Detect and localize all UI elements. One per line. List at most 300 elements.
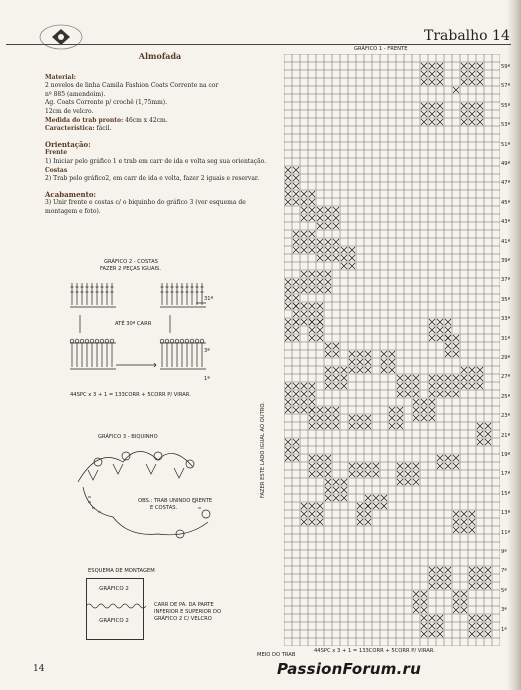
stitch-cross [469,383,475,389]
chain-stitch [185,339,189,343]
stitch-cross [437,327,443,333]
stitch-cross [285,167,291,173]
row-label: 47ª [501,180,511,187]
stitch-cross [325,239,331,245]
stitch-cross [485,623,491,629]
stitch-cross [437,575,443,581]
stitch-cross [421,103,427,109]
row-label: 35ª [501,296,511,303]
stitch-cross [477,119,483,125]
stitch-cross [317,207,323,213]
stitch-cross [325,215,331,221]
stitch-cross [333,367,339,373]
stitch-cross [317,519,323,525]
instructions [45,52,275,217]
stitch-cross [413,463,419,469]
stitch-cross [285,391,291,397]
stitch-cross [317,319,323,325]
stitch-cross [413,415,419,421]
stitch-cross [293,391,299,397]
stitch-cross [405,375,411,381]
stitch-cross [445,375,451,381]
stitch-cross [413,391,419,397]
stitch-cross [301,511,307,517]
stitch-cross [309,199,315,205]
stitch-cross [437,623,443,629]
graf2-subtitle: FAZER 2 PEÇAS IGUAIS. [100,266,161,272]
stitch-cross [325,255,331,261]
stitch-cross [325,271,331,277]
stitch-cross [325,495,331,501]
stitch-cross [309,271,315,277]
stitch-cross [485,567,491,573]
chain-stitch [95,339,99,343]
stitch-cross [365,511,371,517]
material-line: 12cm de velcro. [45,107,94,115]
stitch-cross [405,479,411,485]
stitch-cross [309,327,315,333]
stitch-cross [469,583,475,589]
stitch-cross [461,511,467,517]
stitch-cross [309,303,315,309]
stitch-cross [421,119,427,125]
page-title: Trabalho 14 [424,28,510,44]
stitch-cross [301,383,307,389]
graf1-side-label: FAZER ESTE LADO IGUAL AO OUTRO. [260,402,266,498]
chain-stitch [165,339,169,343]
stitch-cross [325,367,331,373]
stitch-cross [437,319,443,325]
esquema-title: ESQUEMA DE MONTAGEM [88,568,155,574]
stitch-cross [397,383,403,389]
chain-stitch [100,339,104,343]
stitch-cross [325,423,331,429]
stitch-cross [341,487,347,493]
stitch-cross [453,519,459,525]
stitch-cross [453,463,459,469]
stitch-cross [365,495,371,501]
stitch-cross [397,375,403,381]
stitch-cross [421,79,427,85]
stitch-cross [325,479,331,485]
stitch-cross [325,279,331,285]
stitch-cross [453,375,459,381]
stitch-cross [469,79,475,85]
stitch-cross [413,399,419,405]
stitch-cross [453,591,459,597]
stitch-cross [437,463,443,469]
stitch-cross [293,447,299,453]
stitch-cross [349,463,355,469]
stitch-cross [461,103,467,109]
stitch-cross [429,319,435,325]
stitch-cross [317,407,323,413]
stitch-cross [309,279,315,285]
row-label: 51ª [501,141,511,148]
stitch-cross [485,431,491,437]
stitch-cross [333,495,339,501]
stitch-cross [429,335,435,341]
stitch-cross [341,495,347,501]
stitch-cross [325,247,331,253]
stitch-cross [341,263,347,269]
stitch-cross [421,607,427,613]
stitch-cross [429,79,435,85]
stitch-cross [445,463,451,469]
stitch-cross [357,367,363,373]
row-label: 1ª [501,626,507,633]
stitch-cross [285,319,291,325]
stitch-cross [477,103,483,109]
stitch-cross [477,71,483,77]
row-label: 29ª [501,355,511,361]
stitch-cross [437,103,443,109]
stitch-cross [301,399,307,405]
stitch-cross [301,271,307,277]
stitch-cross [317,255,323,261]
stitch-cross [341,479,347,485]
stitch-cross [469,575,475,581]
chain-stitch [75,339,79,343]
stitch-cross [421,599,427,605]
stitch-cross [317,215,323,221]
stitch-cross [365,471,371,477]
stitch-cross [301,319,307,325]
graf3-obs: OBS.: TRAB UNINDO FRENTE [138,498,213,504]
stitch-cross [413,407,419,413]
stitch-cross [469,103,475,109]
chain-stitch [105,339,109,343]
stitch-cross [461,375,467,381]
stitch-cross [437,383,443,389]
stitch-cross [333,239,339,245]
stitch-cross [453,599,459,605]
stitch-cross [317,471,323,477]
stitch-cross [397,471,403,477]
stitch-cross [293,399,299,405]
stitch-cross [469,375,475,381]
stitch-cross [445,319,451,325]
stitch-cross [325,415,331,421]
stitch-cross [477,367,483,373]
esquema-note1: CARR DE PA. DA PARTE [154,602,214,608]
stitch-cross [317,415,323,421]
stitch-cross [389,367,395,373]
stitch-cross [293,175,299,181]
stitch-cross [469,631,475,637]
stitch-cross [365,415,371,421]
stitch-cross [301,239,307,245]
stitch-cross [469,367,475,373]
row-label: 57ª [501,83,511,90]
chain-stitch [180,339,184,343]
stitch-cross [437,375,443,381]
stitch-cross [413,599,419,605]
stitch-cross [485,423,491,429]
row-label: 49ª [501,161,511,167]
stitch-cross [317,503,323,509]
material-line: Ag. Coats Corrente p/ crochê (1,75mm). [45,99,168,107]
stitch-cross [485,583,491,589]
stitch-cross [469,615,475,621]
stitch-cross [445,327,451,333]
stitch-cross [365,351,371,357]
stitch-cross [309,471,315,477]
stitch-cross [461,63,467,69]
stitch-cross [477,583,483,589]
stitch-cross [437,335,443,341]
stitch-cross [469,71,475,77]
stitch-cross [461,527,467,533]
graf3-title: GRÁFICO 3 - BIQUINHO [98,434,158,440]
stitch-cross [309,415,315,421]
stitch-cross [325,463,331,469]
stitch-cross [293,455,299,461]
stitch-cross [333,479,339,485]
graf3-diagram [68,442,228,542]
stitch-cross [309,503,315,509]
esquema-note3: GRÁFICO 2 C/ VELCRO [154,616,212,622]
stitch-cross [477,439,483,445]
stitch-cross [325,407,331,413]
stitch-cross [341,383,347,389]
stitch-cross [437,615,443,621]
stitch-cross [421,415,427,421]
stitch-cross [357,423,363,429]
stitch-cross [325,455,331,461]
stitch-cross [285,399,291,405]
stitch-cross [293,319,299,325]
stitch-cross [429,375,435,381]
stitch-cross [293,231,299,237]
stitch-cross [341,247,347,253]
stitch-cross [381,503,387,509]
stitch-cross [469,567,475,573]
stitch-cross [293,311,299,317]
stitch-cross [325,287,331,293]
stitch-cross [381,351,387,357]
stitch-cross [365,423,371,429]
stitch-cross [453,511,459,517]
stitch-cross [309,455,315,461]
stitch-cross [381,359,387,365]
row-label: 21ª [501,432,511,439]
stitch-cross [437,119,443,125]
stitch-cross [333,415,339,421]
stitch-cross [325,375,331,381]
stitch-cross [309,287,315,293]
stitch-cross [429,415,435,421]
char-line [45,125,275,134]
row-label: 59ª [501,64,511,70]
stitch-cross [461,591,467,597]
chain-stitch [195,339,199,343]
stitch-cross [437,79,443,85]
stitch-cross [413,375,419,381]
stitch-cross [309,215,315,221]
stitch-cross [437,583,443,589]
stitch-cross [285,295,291,301]
stitch-cross [437,71,443,77]
stitch-cross [333,207,339,213]
stitch-cross [333,407,339,413]
stitch-cross [461,111,467,117]
row-label: 19ª [501,452,511,458]
stitch-cross [333,351,339,357]
stitch-cross [421,615,427,621]
char-value: fácil. [94,125,112,133]
stitch-cross [341,367,347,373]
grid-svg [284,54,500,646]
stitch-cross [293,295,299,301]
stitch-cross [413,607,419,613]
stitch-cross [333,215,339,221]
stitch-cross [293,287,299,293]
stitch-cross [309,423,315,429]
stitch-cross [285,183,291,189]
stitch-cross [397,479,403,485]
graf2-row3: 3ª [204,348,210,354]
chain-stitch [110,339,114,343]
row-label: 17ª [501,471,511,478]
stitch-cross [445,391,451,397]
stitch-cross [317,247,323,253]
graf1-bottom-left: MEIO DO TRAB [257,652,296,658]
stitch-cross [429,327,435,333]
stitch-cross [389,407,395,413]
stitch-cross [317,239,323,245]
stitch-cross [461,607,467,613]
graf2-footer: 44SPC x 3 + 1 = 133CORR + 5CORR P/ VIRAR. [70,392,191,398]
stitch-cross [333,343,339,349]
frente-text: 1) Iniciar pelo gráfico 1 e trab em carr de ida e volta seg sua orientação. [45,157,267,165]
row-label: 37ª [501,277,511,284]
stitch-cross [477,567,483,573]
row-label: 27ª [501,374,511,381]
stitch-cross [389,415,395,421]
stitch-cross [301,279,307,285]
stitch-cross [469,119,475,125]
stitch-cross [413,479,419,485]
stitch-cross [429,383,435,389]
stitch-cross [317,279,323,285]
stitch-cross [437,63,443,69]
stitch-cross [349,247,355,253]
stitch-cross [285,191,291,197]
stitch-cross [397,423,403,429]
stitch-cross [453,383,459,389]
stitch-cross [301,391,307,397]
stitch-cross [421,399,427,405]
measure-value: 46cm x 42cm. [123,116,168,124]
stitch-cross [373,495,379,501]
stitch-cross [325,343,331,349]
stitch-cross [293,303,299,309]
stitch-cross [477,423,483,429]
stitch-cross [413,383,419,389]
graf2-row31: 31ª [204,296,214,302]
stitch-cross [309,191,315,197]
stitch-cross [357,471,363,477]
measure-line [45,117,275,126]
stitch-cross [333,487,339,493]
graf1-footer: 44SPC x 3 + 1 = 133CORR + 5CORR P/ VIRAR. [314,648,435,654]
stitch-cross [485,439,491,445]
esquema-note2: INFERIOR E SUPERIOR DO [154,609,222,615]
stitch-cross [285,455,291,461]
stitch-cross [437,631,443,637]
graf2-row1: 1ª [204,376,210,382]
stitch-cross [301,247,307,253]
material-label: Material: [45,73,76,81]
stitch-cross [317,327,323,333]
stitch-cross [421,623,427,629]
stitch-cross [309,319,315,325]
stitch-cross [421,407,427,413]
stitch-cross [341,375,347,381]
stitch-cross [309,399,315,405]
stitch-cross [477,63,483,69]
stitch-cross [461,383,467,389]
stitch-cross [301,407,307,413]
stitch-cross [357,519,363,525]
stitch-cross [445,383,451,389]
row-label: 33ª [501,316,511,323]
stitch-cross [293,279,299,285]
stitch-cross [333,375,339,381]
row-label: 43ª [501,219,511,226]
stitch-cross [301,503,307,509]
stitch-cross [405,383,411,389]
stitch-cross [309,231,315,237]
stitch-cross [373,463,379,469]
stitch-cross [301,231,307,237]
stitch-cross [349,471,355,477]
stitch-cross [469,111,475,117]
stitch-cross [389,423,395,429]
row-label: 41ª [501,238,511,245]
material-line: 2 novelos de linha Camila Fashion Coats Corrente na cor [45,82,219,90]
stitch-cross [445,575,451,581]
stitch-cross [293,407,299,413]
row-label: 39ª [501,258,511,264]
chain-stitch [190,339,194,343]
stitch-cross [309,391,315,397]
stitch-cross [373,503,379,509]
stitch-cross [437,567,443,573]
stitch-cross [365,503,371,509]
stitch-cross [397,415,403,421]
stitch-cross [445,455,451,461]
stitch-cross [317,335,323,341]
stitch-cross [333,223,339,229]
stitch-cross [349,263,355,269]
stitch-cross [293,327,299,333]
stitch-cross [389,351,395,357]
stitch-cross [333,423,339,429]
stitch-cross [309,247,315,253]
stitch-cross [445,335,451,341]
stitch-cross [341,255,347,261]
costas-text: 2) Trab pelo gráfico2, em carr de ida e volta, fazer 2 iguais e reservar. [45,175,260,183]
orient-label: Orientação: [45,139,91,149]
stitch-cross [317,463,323,469]
stitch-cross [397,407,403,413]
stitch-cross [445,567,451,573]
stitch-cross [293,383,299,389]
stitch-cross [429,399,435,405]
stitch-cross [429,103,435,109]
